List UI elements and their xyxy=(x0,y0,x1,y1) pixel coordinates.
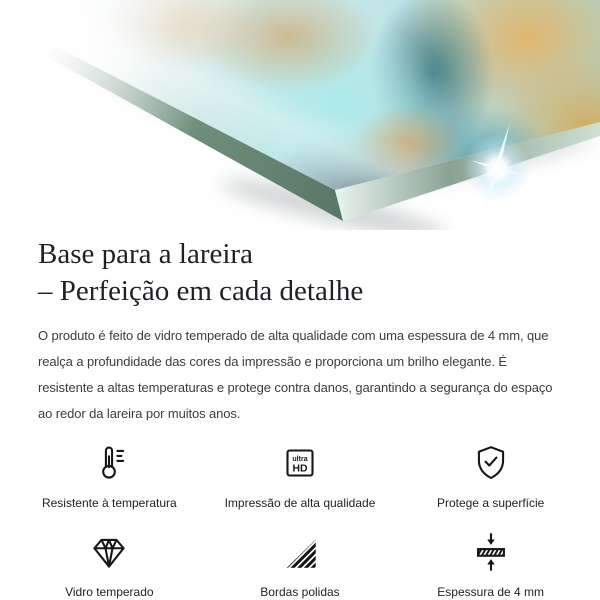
feature-print-quality xyxy=(205,443,396,510)
feature-label: Vidro temperado xyxy=(65,585,154,599)
sparkle-flare-icon xyxy=(447,118,547,218)
feature-surface-protection xyxy=(395,443,586,510)
feature-label: Bordas polidas xyxy=(260,585,340,599)
features-grid xyxy=(14,443,586,599)
page-title-line1: Base para a lareira xyxy=(38,238,253,270)
thickness-4mm-icon xyxy=(471,532,511,572)
feature-thickness xyxy=(395,532,586,599)
product-info-section xyxy=(0,236,600,599)
feature-temperature xyxy=(14,443,205,510)
feature-label: Resistente à temperatura xyxy=(41,496,177,510)
feature-polished-edges xyxy=(205,532,396,599)
product-photo xyxy=(0,0,600,230)
page-title-line2: – Perfeição em cada detalhe xyxy=(38,275,364,307)
ultra-hd-icon xyxy=(280,443,320,483)
product-description: O produto é feito de vidro temperado de alta qualidade com uma espessura de 4 mm, que realça a profundidade das cores da impressão e proporciona um brilho elegante. É resistente a altas temperaturas e protege contra danos, garantindo a segurança do espaço ao redor da lareira por muitos anos. xyxy=(38,328,553,421)
diamond-icon xyxy=(89,532,129,572)
page-title xyxy=(38,236,562,310)
shield-check-icon xyxy=(471,443,511,483)
feature-label: Protege a superfície xyxy=(436,496,545,510)
feature-label: Espessura de 4 mm xyxy=(437,585,545,599)
thermometer-icon xyxy=(89,443,129,483)
feature-tempered-glass xyxy=(14,532,205,599)
feature-label: Impressão de alta qualidade xyxy=(224,496,376,510)
ultra-hd-text-top: ultra xyxy=(292,454,308,463)
ultra-hd-text-bottom: HD xyxy=(292,463,308,475)
polished-edges-icon xyxy=(280,532,320,572)
